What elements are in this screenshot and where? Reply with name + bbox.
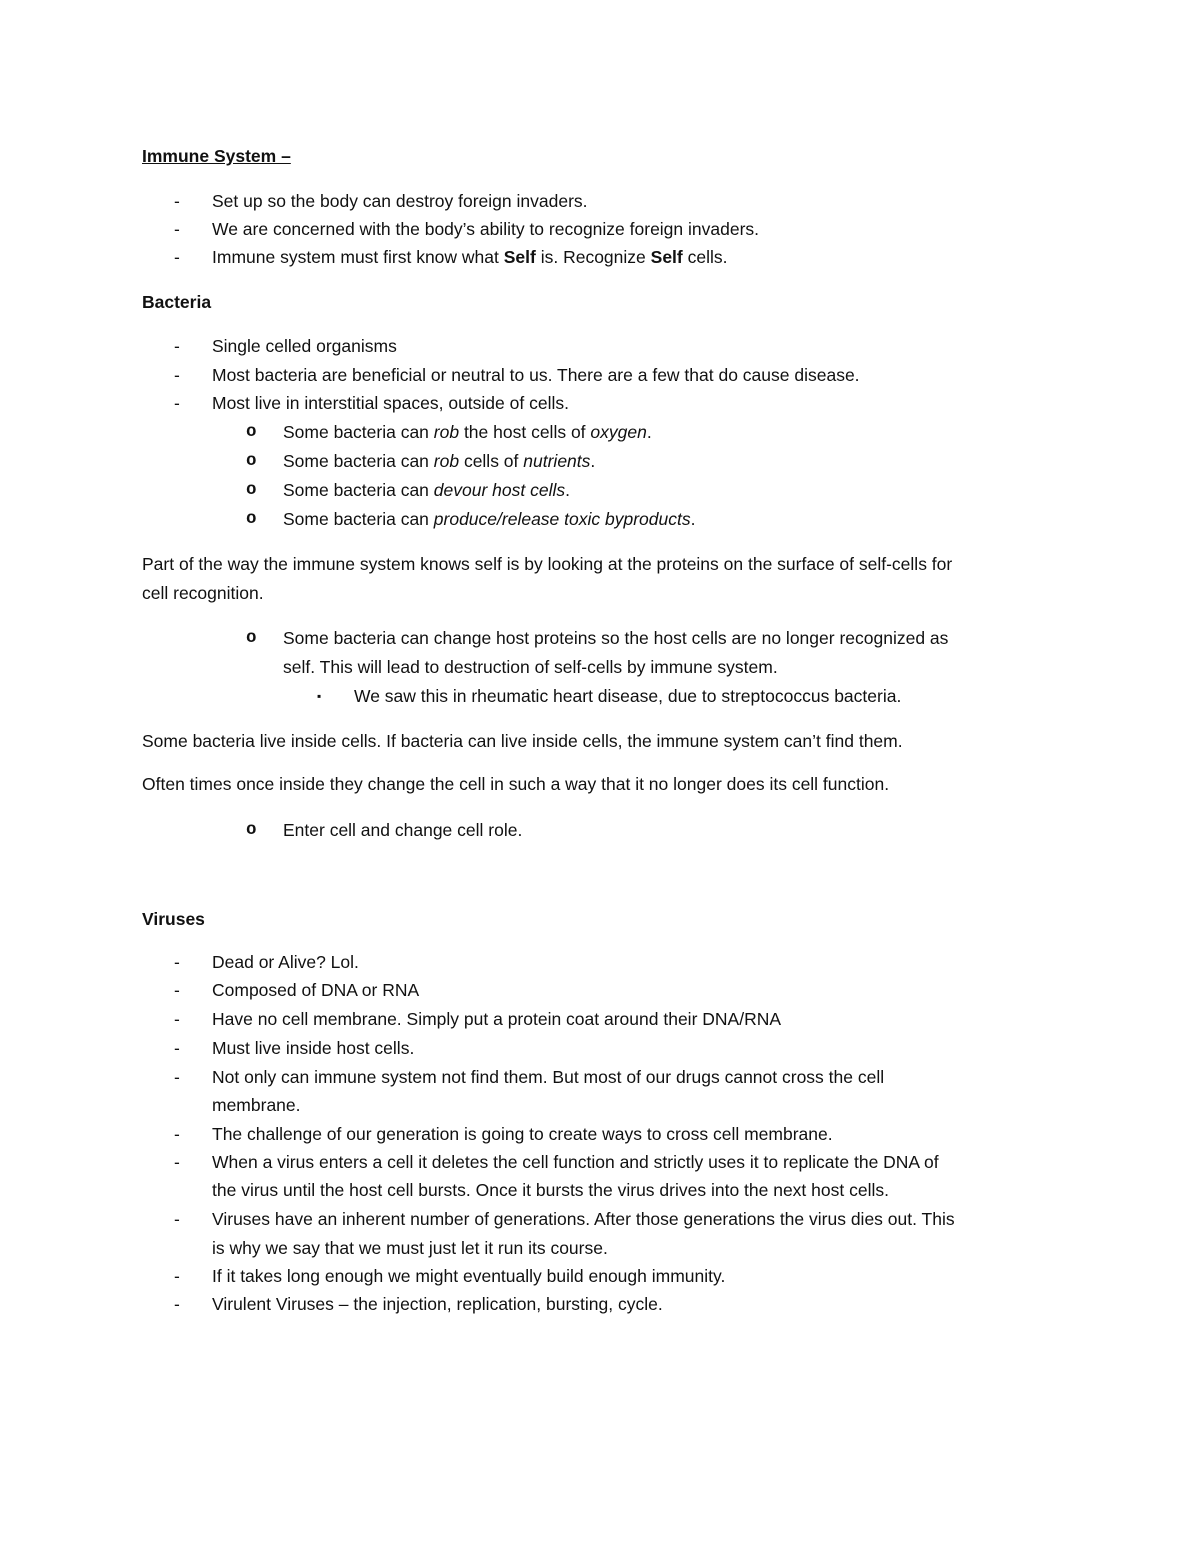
dash-bullet: - [174, 247, 180, 267]
italic-run: nutrients [523, 451, 591, 471]
dash-bullet: - [174, 336, 180, 356]
sub-list-item-text: self. This will lead to destruction of self-cells by immune system. [283, 657, 778, 677]
text-run: . [690, 509, 696, 529]
list-item-text: Viruses have an inherent number of generations. After those generations the virus dies out. This [212, 1209, 955, 1229]
list-item-text: Most live in interstitial spaces, outside of cells. [212, 393, 569, 413]
italic-run: devour host cells [433, 480, 566, 500]
sub-sub-list-item-text: We saw this in rheumatic heart disease, due to streptococcus bacteria. [354, 686, 902, 706]
list-item-text: Must live inside host cells. [212, 1038, 415, 1058]
bold-self: Self [503, 247, 536, 267]
text-run: cells. [682, 247, 728, 267]
paragraph-line: Part of the way the immune system knows self is by looking at the proteins on the surface of self-cells for [142, 554, 953, 574]
dash-bullet: - [174, 1067, 180, 1087]
sub-list-item-text: Some bacteria can change host proteins so the host cells are no longer recognized as [283, 628, 949, 648]
text-run: cells of [459, 451, 524, 471]
list-item-text: Not only can immune system not find them. But most of our drugs cannot cross the cell [212, 1067, 885, 1087]
square-bullet: ▪ [317, 689, 322, 703]
list-item-text: Set up so the body can destroy foreign invaders. [212, 191, 588, 211]
text-run: . [646, 422, 652, 442]
list-item-text [212, 246, 727, 268]
italic-run: oxygen [590, 422, 647, 442]
list-item-text: The challenge of our generation is going to create ways to cross cell membrane. [212, 1124, 833, 1144]
italic-run: rob [433, 451, 460, 471]
list-item-text: is why we say that we must just let it run its course. [212, 1238, 608, 1258]
dash-bullet: - [174, 1294, 180, 1314]
text-run: Some bacteria can [283, 480, 434, 500]
o-bullet: o [246, 451, 257, 471]
o-bullet: o [246, 422, 257, 442]
text-run: is. Recognize [535, 247, 651, 267]
list-item-text: Most bacteria are beneficial or neutral to us. There are a few that do cause disease. [212, 365, 860, 385]
sub-list-item-text [283, 508, 695, 530]
bacteria-heading: Bacteria [142, 292, 212, 312]
italic-run: produce/release toxic byproducts [433, 509, 691, 529]
sub-list-item-text [283, 450, 595, 472]
list-item-text: Single celled organisms [212, 336, 397, 356]
text-run: Some bacteria can [283, 509, 434, 529]
dash-bullet: - [174, 191, 180, 211]
list-item-text: If it takes long enough we might eventually build enough immunity. [212, 1266, 726, 1286]
list-item-text: Dead or Alive? Lol. [212, 952, 359, 972]
list-item-text: We are concerned with the body’s ability to recognize foreign invaders. [212, 219, 760, 239]
list-item-text: When a virus enters a cell it deletes the cell function and strictly uses it to replicate the DNA of [212, 1152, 939, 1172]
text-run: Some bacteria can [283, 422, 434, 442]
o-bullet: o [246, 820, 257, 840]
paragraph-line: cell recognition. [142, 583, 264, 603]
o-bullet: o [246, 628, 257, 648]
o-bullet: o [246, 509, 257, 529]
dash-bullet: - [174, 393, 180, 413]
dash-bullet: - [174, 980, 180, 1000]
viruses-heading: Viruses [142, 909, 205, 929]
dash-bullet: - [174, 1009, 180, 1029]
italic-run: rob [433, 422, 460, 442]
paragraph-line: Some bacteria live inside cells. If bacteria can live inside cells, the immune system can’t find them. [142, 731, 903, 751]
text-run: . [565, 480, 570, 500]
text-run: Immune system must first know what [212, 247, 504, 267]
paragraph-line: Often times once inside they change the cell in such a way that it no longer does its cell function. [142, 774, 890, 794]
dash-bullet: - [174, 365, 180, 385]
dash-bullet: - [174, 1038, 180, 1058]
dash-bullet: - [174, 1124, 180, 1144]
list-item-text: Virulent Viruses – the injection, replication, bursting, cycle. [212, 1294, 663, 1314]
sub-list-item-text: Enter cell and change cell role. [283, 820, 523, 840]
list-item-text: Have no cell membrane. Simply put a protein coat around their DNA/RNA [212, 1009, 782, 1029]
dash-bullet: - [174, 1209, 180, 1229]
o-bullet: o [246, 480, 257, 500]
dash-bullet: - [174, 1266, 180, 1286]
dash-bullet: - [174, 219, 180, 239]
sub-list-item-text [283, 479, 570, 501]
list-item-text: membrane. [212, 1095, 301, 1115]
list-item-text: the virus until the host cell bursts. Once it bursts the virus drives into the next host cells. [212, 1180, 889, 1200]
immune-system-heading: Immune System – [142, 146, 291, 166]
text-run: the host cells of [459, 422, 591, 442]
sub-list-item-text [283, 421, 652, 443]
text-run: . [590, 451, 596, 471]
text-run: Some bacteria can [283, 451, 434, 471]
dash-bullet: - [174, 1152, 180, 1172]
dash-bullet: - [174, 952, 180, 972]
bold-self: Self [650, 247, 683, 267]
list-item-text: Composed of DNA or RNA [212, 980, 420, 1000]
